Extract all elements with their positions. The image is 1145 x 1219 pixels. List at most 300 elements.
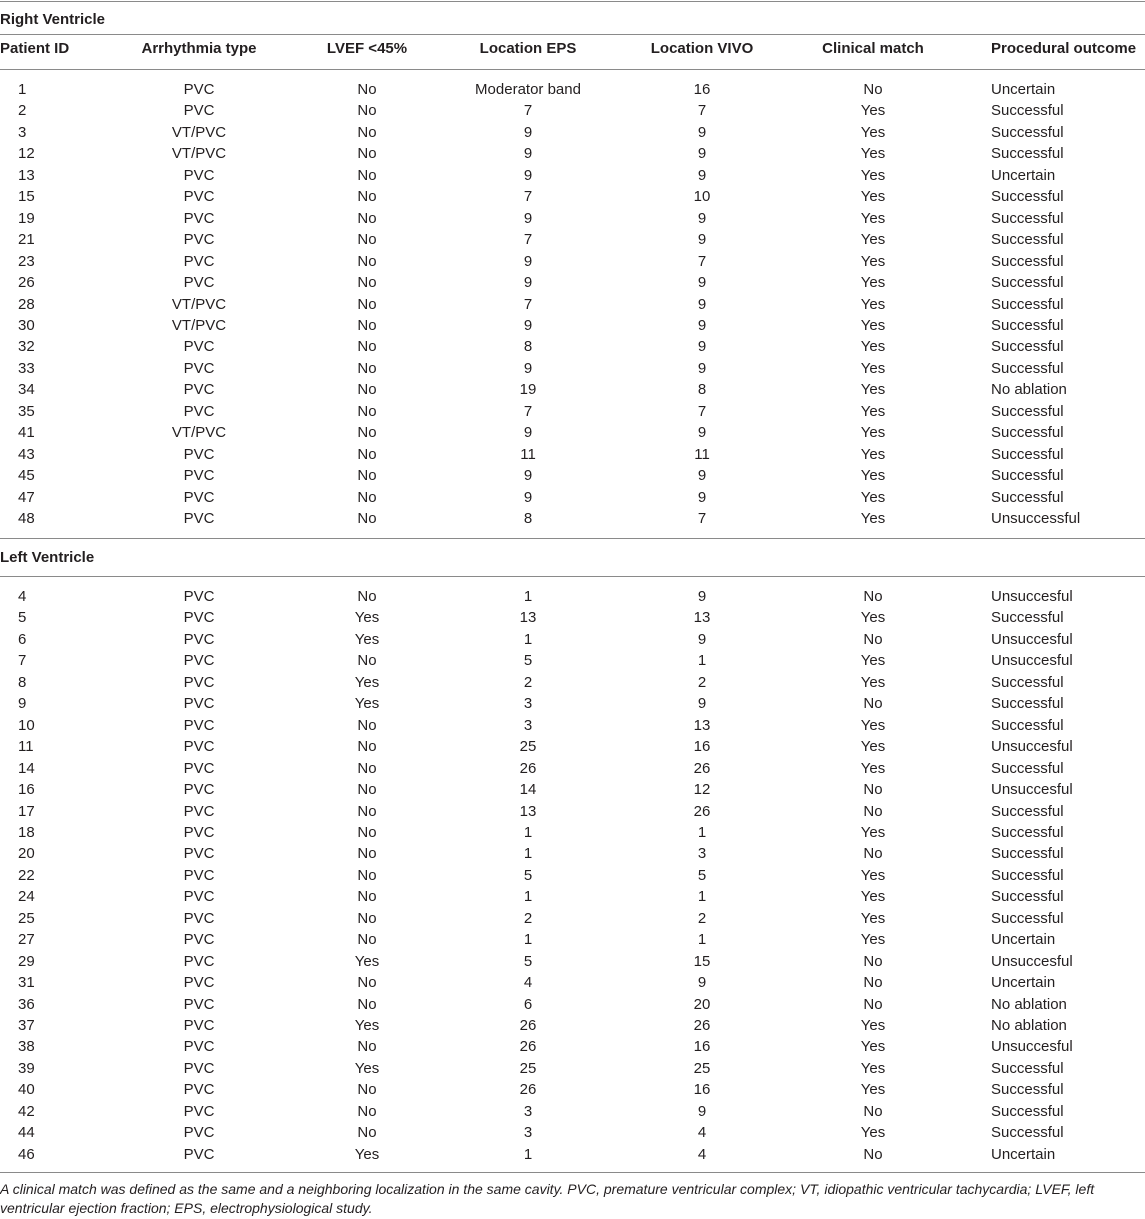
cell-arrhythmia-type: PVC <box>183 1017 215 1034</box>
col-header-arrhythmia-type: Arrhythmia type <box>141 40 257 57</box>
cell-arrhythmia-type: VT/PVC <box>171 295 227 313</box>
cell-procedural-outcome: Successful <box>991 1124 1064 1142</box>
cell-patient-id: 16 <box>18 781 35 799</box>
cell-patient-id: 4 <box>18 588 27 605</box>
cell-procedural-outcome: Uncertain <box>991 931 1056 949</box>
cell-lvef: No <box>357 102 377 120</box>
cell-patient-id: 2 <box>18 102 27 120</box>
table-row <box>0 253 1145 274</box>
cell-procedural-outcome: Unsuccesful <box>991 738 1073 756</box>
cell-patient-id: 11 <box>18 738 34 756</box>
cell-procedural-outcome: Successful <box>991 716 1064 734</box>
cell-lvef: Yes <box>354 630 380 648</box>
cell-patient-id: 41 <box>18 424 35 442</box>
table-row <box>0 588 1145 609</box>
cell-location-vivo: 7 <box>697 102 707 120</box>
cell-location-vivo: 9 <box>697 338 707 356</box>
cell-lvef: No <box>357 845 377 863</box>
cell-lvef: No <box>357 359 377 377</box>
cell-procedural-outcome: Successful <box>991 102 1064 120</box>
col-header-clinical-match: Clinical match <box>822 40 924 57</box>
cell-lvef: No <box>357 588 377 605</box>
cell-location-eps: 1 <box>523 931 533 949</box>
cell-patient-id: 31 <box>18 974 35 992</box>
table-row <box>0 231 1145 252</box>
cell-lvef: No <box>357 188 377 206</box>
cell-location-vivo: 9 <box>697 630 707 648</box>
cell-lvef: No <box>357 166 377 184</box>
cell-clinical-match: Yes <box>860 652 886 670</box>
table-footnote: A clinical match was defined as the same and a neighboring localization in the same cavity. PVC, premature ventricular complex; VT, idiopathic ventricular tachycardia; LVEF, left ventricular ejection fraction; EPS, electrophysiological study. <box>0 1181 1095 1216</box>
table-row <box>0 145 1145 166</box>
cell-procedural-outcome: Successful <box>991 759 1064 777</box>
col-header-patient-id: Patient ID <box>0 40 70 57</box>
cell-arrhythmia-type: PVC <box>183 510 215 527</box>
cell-lvef: No <box>357 866 377 884</box>
table-row <box>0 210 1145 231</box>
table-row <box>0 609 1145 630</box>
cell-lvef: No <box>357 909 377 927</box>
cell-location-vivo: 4 <box>697 1124 707 1142</box>
cell-procedural-outcome: Successful <box>991 1102 1064 1120</box>
table-row <box>0 803 1145 824</box>
cell-arrhythmia-type: PVC <box>183 1059 215 1077</box>
cell-patient-id: 35 <box>18 402 35 420</box>
cell-clinical-match: No <box>863 802 883 820</box>
cell-location-eps: 7 <box>523 295 533 313</box>
cell-clinical-match: Yes <box>860 673 886 691</box>
cell-patient-id: 45 <box>18 467 35 485</box>
cell-procedural-outcome: Unsuccesful <box>991 588 1073 605</box>
cell-procedural-outcome: Unsuccesful <box>991 1038 1073 1056</box>
cell-arrhythmia-type: PVC <box>183 759 215 777</box>
table-row <box>0 317 1145 338</box>
cell-lvef: No <box>357 888 377 906</box>
cell-location-vivo: 1 <box>697 888 707 906</box>
cell-procedural-outcome: No ablation <box>991 1017 1067 1034</box>
cell-clinical-match: Yes <box>860 488 886 506</box>
cell-patient-id: 3 <box>18 123 27 141</box>
cell-arrhythmia-type: PVC <box>183 909 215 927</box>
cell-patient-id: 40 <box>18 1081 35 1099</box>
cell-lvef: No <box>357 338 377 356</box>
cell-procedural-outcome: Successful <box>991 609 1064 627</box>
cell-procedural-outcome: Unsuccesful <box>991 781 1073 799</box>
cell-patient-id: 8 <box>18 673 27 691</box>
table-row <box>0 510 1145 531</box>
cell-procedural-outcome: Uncertain <box>991 974 1056 992</box>
cell-location-eps: 7 <box>523 402 533 420</box>
cell-lvef: No <box>357 510 377 527</box>
table-row <box>0 424 1145 445</box>
cell-clinical-match: Yes <box>860 738 886 756</box>
cell-arrhythmia-type: VT/PVC <box>171 424 227 442</box>
cell-clinical-match: Yes <box>860 759 886 777</box>
cell-clinical-match: Yes <box>860 1017 886 1034</box>
table-row <box>0 1124 1145 1145</box>
cell-procedural-outcome: Successful <box>991 845 1064 863</box>
cell-clinical-match: Yes <box>860 145 886 163</box>
cell-patient-id: 9 <box>18 695 27 713</box>
cell-arrhythmia-type: PVC <box>183 802 215 820</box>
cell-patient-id: 13 <box>18 166 35 184</box>
cell-arrhythmia-type: PVC <box>183 673 215 691</box>
section-rule <box>0 576 1145 577</box>
cell-arrhythmia-type: VT/PVC <box>171 145 227 163</box>
cell-location-eps: 14 <box>519 781 537 799</box>
cell-patient-id: 12 <box>18 145 35 163</box>
cell-clinical-match: Yes <box>860 888 886 906</box>
cell-procedural-outcome: Successful <box>991 467 1064 485</box>
cell-location-eps: 26 <box>519 1017 537 1034</box>
cell-arrhythmia-type: PVC <box>183 888 215 906</box>
cell-location-eps: 6 <box>523 995 533 1013</box>
cell-patient-id: 36 <box>18 995 35 1013</box>
cell-patient-id: 47 <box>18 488 35 506</box>
cell-procedural-outcome: Successful <box>991 866 1064 884</box>
cell-lvef: Yes <box>354 952 380 970</box>
table-row <box>0 403 1145 424</box>
cell-location-vivo: 26 <box>693 759 711 777</box>
cell-location-eps: 1 <box>523 1145 533 1163</box>
cell-arrhythmia-type: PVC <box>183 1124 215 1142</box>
cell-arrhythmia-type: PVC <box>183 445 215 463</box>
table-row <box>0 360 1145 381</box>
cell-lvef: No <box>357 1081 377 1099</box>
cell-location-eps: 8 <box>523 338 533 356</box>
cell-clinical-match: Yes <box>860 609 886 627</box>
cell-location-vivo: 2 <box>697 909 707 927</box>
table-row <box>0 781 1145 802</box>
cell-procedural-outcome: Unsuccesful <box>991 952 1073 970</box>
cell-location-eps: 9 <box>523 252 533 270</box>
cell-location-vivo: 9 <box>697 166 707 184</box>
cell-location-vivo: 9 <box>697 316 707 334</box>
cell-lvef: No <box>357 716 377 734</box>
cell-clinical-match: No <box>863 952 883 970</box>
cell-lvef: No <box>357 123 377 141</box>
cell-patient-id: 10 <box>18 716 35 734</box>
cell-patient-id: 39 <box>18 1059 35 1077</box>
cell-procedural-outcome: Successful <box>991 316 1064 334</box>
cell-lvef: Yes <box>354 1059 380 1077</box>
cell-location-vivo: 5 <box>697 866 707 884</box>
cell-location-eps: 9 <box>523 145 533 163</box>
cell-lvef: No <box>357 209 377 227</box>
col-header-lvef: LVEF <45% <box>326 40 408 57</box>
cell-lvef: No <box>357 823 377 841</box>
cell-location-vivo: 9 <box>697 488 707 506</box>
cell-clinical-match: Yes <box>860 467 886 485</box>
col-header-location-vivo: Location VIVO <box>650 40 754 57</box>
cell-clinical-match: Yes <box>860 166 886 184</box>
cell-patient-id: 7 <box>18 652 27 670</box>
cell-patient-id: 24 <box>18 888 35 906</box>
section-title-left-ventricle: Left Ventricle <box>0 549 95 566</box>
cell-clinical-match: Yes <box>860 188 886 206</box>
table-row <box>0 1038 1145 1059</box>
cell-location-vivo: 7 <box>697 252 707 270</box>
cell-location-eps: 1 <box>523 630 533 648</box>
cell-procedural-outcome: Successful <box>991 295 1064 313</box>
cell-procedural-outcome: Successful <box>991 823 1064 841</box>
cell-location-vivo: 16 <box>693 81 711 98</box>
cell-lvef: No <box>357 81 377 98</box>
cell-clinical-match: Yes <box>860 510 886 527</box>
cell-arrhythmia-type: VT/PVC <box>171 123 227 141</box>
table-row <box>0 910 1145 931</box>
cell-procedural-outcome: Unsuccesful <box>991 630 1073 648</box>
cell-clinical-match: Yes <box>860 823 886 841</box>
cell-lvef: No <box>357 738 377 756</box>
cell-location-eps: 9 <box>523 488 533 506</box>
cell-lvef: No <box>357 295 377 313</box>
cell-procedural-outcome: Successful <box>991 424 1064 442</box>
cell-arrhythmia-type: PVC <box>183 231 215 249</box>
cell-procedural-outcome: Successful <box>991 359 1064 377</box>
table-row <box>0 1103 1145 1124</box>
col-header-procedural-outcome: Procedural outcome <box>991 40 1137 57</box>
cell-patient-id: 34 <box>18 381 35 399</box>
cell-clinical-match: Yes <box>860 1124 886 1142</box>
cell-procedural-outcome: Successful <box>991 402 1064 420</box>
cell-patient-id: 17 <box>18 802 35 820</box>
cell-arrhythmia-type: PVC <box>183 338 215 356</box>
cell-procedural-outcome: Successful <box>991 209 1064 227</box>
cell-clinical-match: Yes <box>860 381 886 399</box>
cell-location-eps: 7 <box>523 231 533 249</box>
cell-arrhythmia-type: PVC <box>183 274 215 292</box>
cell-procedural-outcome: Successful <box>991 123 1064 141</box>
table-row <box>0 102 1145 123</box>
cell-arrhythmia-type: PVC <box>183 716 215 734</box>
cell-location-vivo: 15 <box>693 952 711 970</box>
cell-arrhythmia-type: PVC <box>183 974 215 992</box>
cell-patient-id: 22 <box>18 866 35 884</box>
cell-clinical-match: Yes <box>860 1059 886 1077</box>
cell-location-vivo: 9 <box>697 123 707 141</box>
cell-location-vivo: 11 <box>694 445 710 463</box>
cell-arrhythmia-type: PVC <box>183 488 215 506</box>
section-rule <box>0 538 1145 539</box>
cell-location-vivo: 16 <box>693 1038 711 1056</box>
cell-location-eps: 2 <box>523 673 533 691</box>
cell-clinical-match: Yes <box>860 909 886 927</box>
cell-clinical-match: No <box>863 695 883 713</box>
cell-patient-id: 29 <box>18 952 35 970</box>
cell-patient-id: 21 <box>18 231 35 249</box>
cell-clinical-match: No <box>863 974 883 992</box>
cell-arrhythmia-type: PVC <box>183 402 215 420</box>
cell-location-vivo: 20 <box>693 995 711 1013</box>
cell-patient-id: 19 <box>18 209 35 227</box>
table-row <box>0 381 1145 402</box>
cell-arrhythmia-type: VT/PVC <box>171 316 227 334</box>
cell-location-vivo: 9 <box>697 695 707 713</box>
cell-clinical-match: No <box>863 1145 883 1163</box>
cell-clinical-match: Yes <box>860 102 886 120</box>
cell-lvef: No <box>357 802 377 820</box>
cell-clinical-match: Yes <box>860 931 886 949</box>
cell-patient-id: 20 <box>18 845 35 863</box>
cell-clinical-match: Yes <box>860 1038 886 1056</box>
cell-location-eps: 1 <box>523 845 533 863</box>
cell-procedural-outcome: Successful <box>991 252 1064 270</box>
cell-location-eps: 9 <box>523 209 533 227</box>
cell-clinical-match: No <box>863 781 883 799</box>
top-rule <box>0 1 1145 2</box>
cell-location-eps: 2 <box>523 909 533 927</box>
cell-clinical-match: Yes <box>860 424 886 442</box>
cell-patient-id: 6 <box>18 630 27 648</box>
cell-location-vivo: 13 <box>693 609 711 627</box>
cell-location-vivo: 13 <box>693 716 711 734</box>
table-row <box>0 652 1145 673</box>
table-row <box>0 81 1145 102</box>
cell-location-eps: 8 <box>523 510 533 527</box>
cell-procedural-outcome: Uncertain <box>991 81 1056 98</box>
cell-patient-id: 33 <box>18 359 35 377</box>
cell-location-eps: Moderator band <box>475 81 581 98</box>
table-row <box>0 489 1145 510</box>
cell-patient-id: 48 <box>18 510 35 527</box>
table-row <box>0 1146 1145 1167</box>
cell-procedural-outcome: Unsuccessful <box>991 510 1081 527</box>
cell-procedural-outcome: Uncertain <box>991 166 1056 184</box>
cell-lvef: No <box>357 316 377 334</box>
table-row <box>0 996 1145 1017</box>
cell-procedural-outcome: Successful <box>991 802 1064 820</box>
cell-procedural-outcome: Successful <box>991 231 1064 249</box>
cell-arrhythmia-type: PVC <box>183 166 215 184</box>
cell-location-vivo: 16 <box>693 1081 711 1099</box>
cell-patient-id: 26 <box>18 274 35 292</box>
cell-patient-id: 42 <box>18 1102 35 1120</box>
cell-patient-id: 18 <box>18 823 35 841</box>
cell-location-vivo: 9 <box>697 295 707 313</box>
cell-arrhythmia-type: PVC <box>183 188 215 206</box>
cell-procedural-outcome: Successful <box>991 1059 1064 1077</box>
cell-location-vivo: 26 <box>693 1017 711 1034</box>
cell-location-eps: 9 <box>523 274 533 292</box>
cell-location-eps: 1 <box>523 588 533 605</box>
cell-location-eps: 1 <box>523 823 533 841</box>
cell-clinical-match: No <box>863 630 883 648</box>
table-row <box>0 467 1145 488</box>
cell-location-vivo: 8 <box>697 381 707 399</box>
cell-arrhythmia-type: PVC <box>183 652 215 670</box>
cell-lvef: No <box>357 781 377 799</box>
cell-clinical-match: Yes <box>860 209 886 227</box>
col-header-location-eps: Location EPS <box>479 40 577 57</box>
cell-arrhythmia-type: PVC <box>183 931 215 949</box>
cell-location-eps: 26 <box>519 759 537 777</box>
cell-location-vivo: 9 <box>697 231 707 249</box>
table-header <box>0 40 1145 62</box>
cell-lvef: No <box>357 252 377 270</box>
cell-location-eps: 25 <box>519 1059 537 1077</box>
cell-location-eps: 9 <box>523 166 533 184</box>
table-row <box>0 760 1145 781</box>
cell-lvef: No <box>357 402 377 420</box>
cell-location-eps: 3 <box>523 1102 533 1120</box>
cell-location-eps: 9 <box>523 359 533 377</box>
cell-clinical-match: Yes <box>860 445 886 463</box>
cell-arrhythmia-type: PVC <box>183 866 215 884</box>
section-rule <box>0 34 1145 35</box>
cell-arrhythmia-type: PVC <box>183 609 215 627</box>
cell-location-vivo: 4 <box>697 1145 707 1163</box>
table-row <box>0 1060 1145 1081</box>
cell-procedural-outcome: Successful <box>991 673 1064 691</box>
cell-location-eps: 5 <box>523 866 533 884</box>
cell-clinical-match: No <box>863 995 883 1013</box>
cell-lvef: No <box>357 381 377 399</box>
cell-patient-id: 43 <box>18 445 35 463</box>
cell-procedural-outcome: Successful <box>991 274 1064 292</box>
cell-lvef: No <box>357 274 377 292</box>
cell-location-vivo: 25 <box>693 1059 711 1077</box>
cell-clinical-match: No <box>863 81 883 98</box>
cell-procedural-outcome: Successful <box>991 488 1064 506</box>
cell-patient-id: 38 <box>18 1038 35 1056</box>
cell-arrhythmia-type: PVC <box>183 102 215 120</box>
cell-lvef: Yes <box>354 673 380 691</box>
cell-clinical-match: Yes <box>860 295 886 313</box>
cell-arrhythmia-type: PVC <box>183 209 215 227</box>
cell-location-eps: 11 <box>520 445 536 463</box>
table-row <box>0 931 1145 952</box>
cell-location-eps: 3 <box>523 1124 533 1142</box>
cell-location-vivo: 9 <box>697 467 707 485</box>
cell-procedural-outcome: Successful <box>991 695 1064 713</box>
cell-procedural-outcome: Successful <box>991 188 1064 206</box>
table-row <box>0 167 1145 188</box>
table-row <box>0 695 1145 716</box>
table-row <box>0 1017 1145 1038</box>
header-rule <box>0 69 1145 70</box>
cell-location-eps: 9 <box>523 316 533 334</box>
cell-location-vivo: 7 <box>697 510 707 527</box>
cell-arrhythmia-type: PVC <box>183 630 215 648</box>
cell-procedural-outcome: Uncertain <box>991 1145 1056 1163</box>
cell-clinical-match: Yes <box>860 1081 886 1099</box>
cell-clinical-match: Yes <box>860 866 886 884</box>
table-row <box>0 631 1145 652</box>
cell-location-eps: 13 <box>519 609 537 627</box>
cell-location-vivo: 1 <box>697 931 707 949</box>
cell-clinical-match: Yes <box>860 123 886 141</box>
cell-lvef: No <box>357 488 377 506</box>
cell-location-vivo: 3 <box>697 845 707 863</box>
table-row <box>0 845 1145 866</box>
cell-patient-id: 5 <box>18 609 27 627</box>
cell-arrhythmia-type: PVC <box>183 738 215 756</box>
table-row <box>0 824 1145 845</box>
cell-arrhythmia-type: PVC <box>183 845 215 863</box>
cell-location-vivo: 9 <box>697 588 707 605</box>
cell-arrhythmia-type: PVC <box>183 1145 215 1163</box>
cell-lvef: No <box>357 1124 377 1142</box>
cell-clinical-match: Yes <box>860 231 886 249</box>
cell-location-eps: 26 <box>519 1038 537 1056</box>
cell-lvef: No <box>357 467 377 485</box>
cell-lvef: Yes <box>354 609 380 627</box>
cell-location-eps: 3 <box>523 716 533 734</box>
cell-location-eps: 7 <box>523 102 533 120</box>
cell-location-eps: 9 <box>523 424 533 442</box>
cell-patient-id: 44 <box>18 1124 35 1142</box>
